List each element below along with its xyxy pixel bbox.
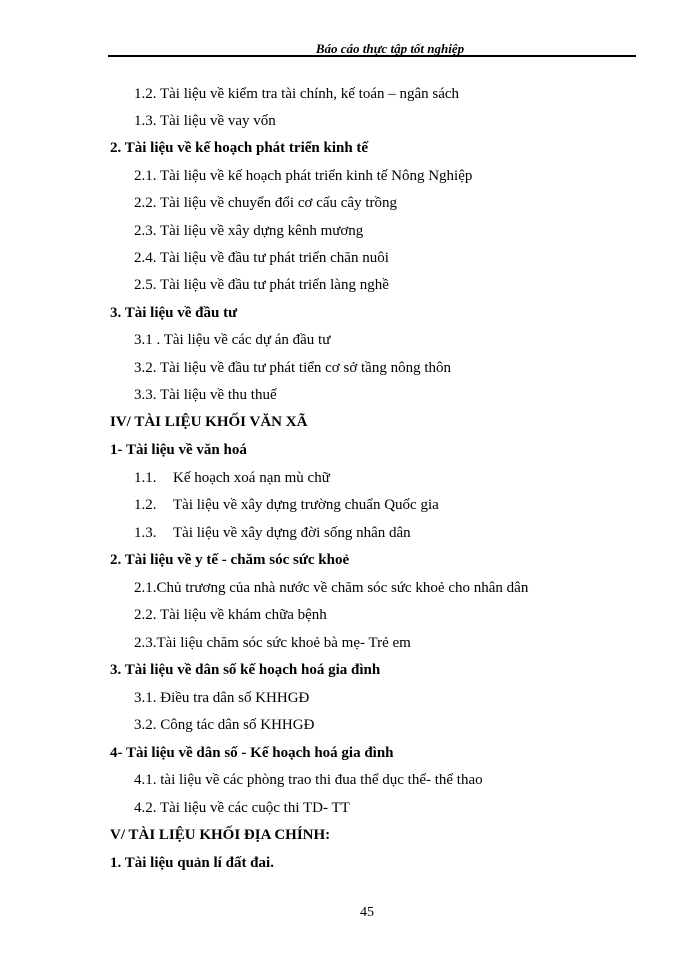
section-2-heading: 2. Tài liệu về kế hoạch phát triển kinh tế (110, 140, 369, 156)
item-iv-2-2: 2.2. Tài liệu về khám chữa bệnh (134, 607, 327, 623)
item-iv-1-2-text: Tài liệu về xây dựng trường chuẩn Quốc gia (173, 497, 439, 513)
section-iv-2-heading: 2. Tài liệu về y tế - chăm sóc sức khoẻ (110, 552, 350, 568)
item-iv-1-1-text: Kế hoạch xoá nạn mù chữ (173, 470, 330, 486)
item-2-3: 2.3. Tài liệu về xây dựng kênh mương (134, 223, 364, 239)
section-iv-1-heading: 1- Tài liệu về văn hoá (110, 442, 247, 458)
section-iv-3-heading: 3. Tài liệu về dân số kế hoạch hoá gia đình (110, 662, 381, 678)
page-number: 45 (360, 905, 374, 920)
item-iv-4-2: 4.2. Tài liệu về các cuộc thi TD- TT (134, 800, 350, 816)
item-iv-2-3: 2.3.Tài liệu chăm sóc sức khoẻ bà mẹ- Trẻ em (134, 635, 411, 651)
section-3-heading: 3. Tài liệu về đầu tư (110, 305, 238, 321)
item-1-3: 1.3. Tài liệu về vay vốn (134, 113, 276, 129)
header-divider (108, 55, 636, 57)
item-iv-1-1-number: 1.1. (134, 470, 157, 486)
section-iv-4-heading: 4- Tài liệu về dân số - Kế hoạch hoá gia đình (110, 745, 394, 761)
item-3-1: 3.1 . Tài liệu về các dự án đầu tư (134, 332, 331, 348)
item-iv-3-1: 3.1. Điều tra dân số KHHGĐ (134, 690, 310, 706)
part-v-heading: V/ TÀI LIỆU KHỐI ĐỊA CHÍNH: (110, 827, 331, 843)
item-iv-2-1: 2.1.Chủ trương của nhà nước về chăm sóc sức khoẻ cho nhân dân (134, 580, 529, 596)
item-1-2: 1.2. Tài liệu về kiểm tra tài chính, kế toán – ngân sách (134, 86, 460, 102)
item-iv-1-3-number: 1.3. (134, 525, 157, 541)
section-v-1-heading: 1. Tài liệu quản lí đất đai. (110, 855, 274, 871)
item-3-2: 3.2. Tài liệu về đầu tư phát tiển cơ sở tầng nông thôn (134, 360, 451, 376)
part-iv-heading: IV/ TÀI LIỆU KHỐI VĂN XÃ (110, 414, 308, 430)
item-iv-4-1: 4.1. tài liệu về các phòng trao thi đua thể dục thể- thể thao (134, 772, 483, 788)
item-2-1: 2.1. Tài liệu về kế hoạch phát triển kinh tế Nông Nghiệp (134, 168, 473, 184)
item-2-5: 2.5. Tài liệu về đầu tư phát triển làng nghề (134, 277, 389, 293)
item-iv-3-2: 3.2. Công tác dân số KHHGĐ (134, 717, 315, 733)
item-2-4: 2.4. Tài liệu về đầu tư phát triển chăn nuôi (134, 250, 389, 266)
item-3-3: 3.3. Tài liệu về thu thuế (134, 387, 277, 403)
item-2-2: 2.2. Tài liệu về chuyển đổi cơ cấu cây trồng (134, 195, 397, 211)
item-iv-1-2-number: 1.2. (134, 497, 157, 513)
item-iv-1-3-text: Tài liệu về xây dựng đời sống nhân dân (173, 525, 411, 541)
running-header: Báo cáo thực tập tốt nghiệp (315, 41, 465, 56)
